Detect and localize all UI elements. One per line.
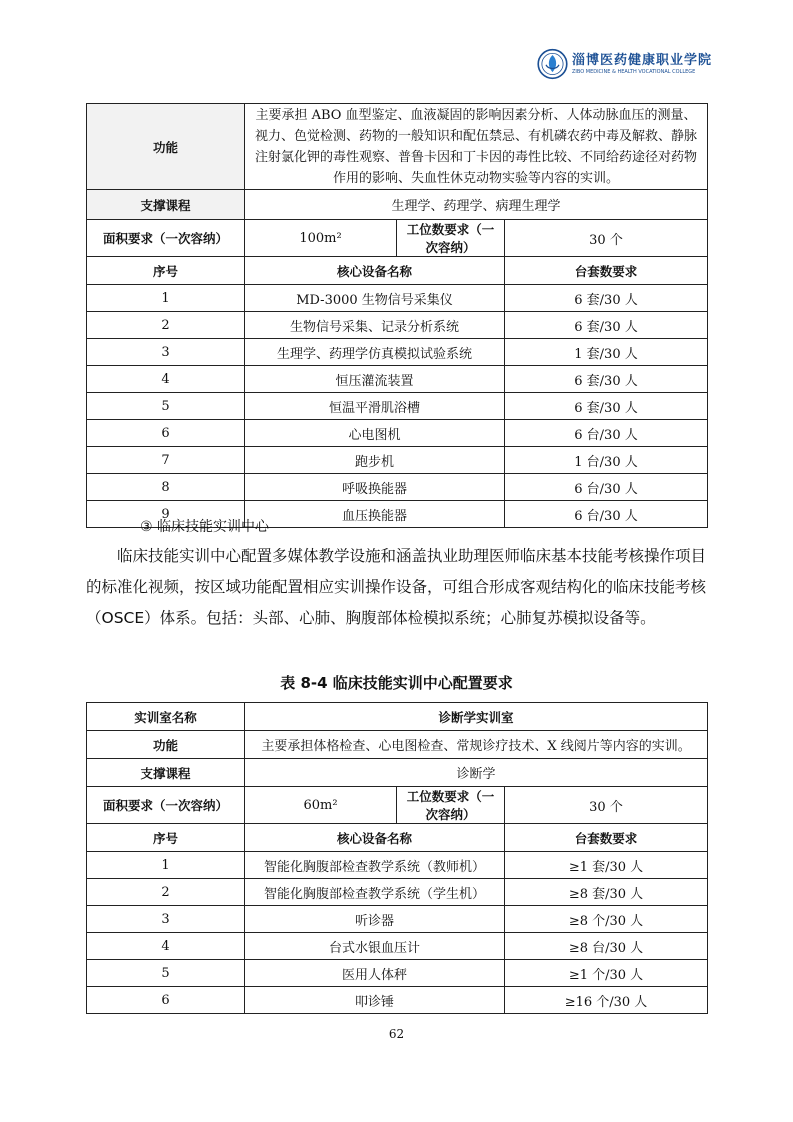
- row-seq: 2: [87, 312, 245, 339]
- table-row: [87, 447, 708, 474]
- row-count: 1 台/30 人: [505, 447, 708, 474]
- room-label: 实训室名称: [87, 703, 245, 731]
- row-seq: 7: [87, 447, 245, 474]
- row-seq: 4: [87, 366, 245, 393]
- section-paragraph: 临床技能实训中心配置多媒体教学设施和涵盖执业助理医师临床基本技能考核操作项目的标准化视频，按区域功能配置相应实训操作设备，可组合形成客观结构化的临床技能考核（OSCE）体系。包括：头部、心肺、胸腹部体检模拟系统；心肺复苏模拟设备等。: [86, 547, 707, 627]
- row-device: 血压换能器: [245, 501, 505, 528]
- row-count: 6 套/30 人: [505, 312, 708, 339]
- row-device: 呼吸换能器: [245, 474, 505, 501]
- course-label: 支撑课程: [87, 190, 245, 220]
- table-row: [87, 987, 708, 1014]
- area-value: 60m²: [245, 787, 397, 824]
- lab-config-table-1: [86, 103, 708, 528]
- row-count: 6 套/30 人: [505, 393, 708, 420]
- row-seq: 6: [87, 987, 245, 1014]
- row-seq: 1: [87, 285, 245, 312]
- school-logo: [537, 44, 712, 84]
- table-caption: 表 8-4 临床技能实训中心配置要求: [280, 674, 513, 692]
- course-value: 生理学、药理学、病理生理学: [245, 190, 708, 220]
- lab-config-table-2: [86, 702, 708, 1014]
- column-header-count: 台套数要求: [505, 824, 708, 852]
- school-name-cn: 淄博医药健康职业学院: [571, 52, 712, 68]
- row-count: ≥8 个/30 人: [505, 906, 708, 933]
- row-count: 6 套/30 人: [505, 285, 708, 312]
- station-value: 30 个: [505, 787, 708, 824]
- station-label: 工位数要求（一次容纳）: [397, 787, 505, 824]
- row-device: 恒压灌流装置: [245, 366, 505, 393]
- row-count: ≥8 套/30 人: [505, 879, 708, 906]
- row-seq: 5: [87, 393, 245, 420]
- table-row: [87, 906, 708, 933]
- area-label: 面积要求（一次容纳）: [87, 787, 245, 824]
- row-device: 台式水银血压计: [245, 933, 505, 960]
- row-seq: 8: [87, 474, 245, 501]
- school-emblem-icon: [537, 45, 568, 83]
- function-label: 功能: [87, 731, 245, 759]
- column-header-device: 核心设备名称: [245, 824, 505, 852]
- row-seq: 3: [87, 906, 245, 933]
- table-row: [87, 339, 708, 366]
- row-count: 6 台/30 人: [505, 501, 708, 528]
- table-row: [87, 366, 708, 393]
- column-header-count: 台套数要求: [505, 257, 708, 285]
- row-device: MD-3000 生物信号采集仪: [245, 285, 505, 312]
- row-seq: 9: [87, 501, 245, 528]
- row-seq: 6: [87, 420, 245, 447]
- row-seq: 1: [87, 852, 245, 879]
- row-device: 智能化胸腹部检查教学系统（学生机）: [245, 879, 505, 906]
- row-device: 跑步机: [245, 447, 505, 474]
- school-name-en: ZIBO MEDICINE & HEALTH VOCATIONAL COLLEGE: [571, 68, 696, 75]
- table-row: [87, 393, 708, 420]
- function-label: 功能: [87, 104, 245, 190]
- table-row: [87, 852, 708, 879]
- function-text: 主要承担 ABO 血型鉴定、血液凝固的影响因素分析、人体动脉血压的测量、视力、色觉检测、药物的一般知识和配伍禁忌、有机磷农药中毒及解救、静脉注射氯化钾的毒性观察、普鲁卡因和丁卡因的毒性比较、不同给药途径对药物作用的影响、失血性休克动物实验等内容的实训。: [245, 104, 708, 190]
- room-value: 诊断学实训室: [245, 703, 708, 731]
- table-row: [87, 960, 708, 987]
- page-number: 62: [388, 1027, 405, 1041]
- course-label: 支撑课程: [87, 759, 245, 787]
- row-device: 听诊器: [245, 906, 505, 933]
- row-count: 6 台/30 人: [505, 474, 708, 501]
- station-value: 30 个: [505, 220, 708, 257]
- row-count: 6 套/30 人: [505, 366, 708, 393]
- row-seq: 2: [87, 879, 245, 906]
- table-row: [87, 285, 708, 312]
- row-count: ≥8 台/30 人: [505, 933, 708, 960]
- row-seq: 4: [87, 933, 245, 960]
- row-seq: 5: [87, 960, 245, 987]
- row-device: 心电图机: [245, 420, 505, 447]
- row-count: 1 套/30 人: [505, 339, 708, 366]
- column-header-seq: 序号: [87, 824, 245, 852]
- row-count: ≥1 个/30 人: [505, 960, 708, 987]
- area-value: 100m²: [245, 220, 397, 257]
- area-label: 面积要求（一次容纳）: [87, 220, 245, 257]
- table-row: [87, 420, 708, 447]
- row-seq: 3: [87, 339, 245, 366]
- table-row: [87, 312, 708, 339]
- function-text: 主要承担体格检查、心电图检查、常规诊疗技术、X 线阅片等内容的实训。: [245, 731, 708, 759]
- station-label: 工位数要求（一次容纳）: [397, 220, 505, 257]
- row-device: 智能化胸腹部检查教学系统（教师机）: [245, 852, 505, 879]
- table-row: [87, 879, 708, 906]
- section-subheading: ③ 临床技能实训中心: [140, 519, 270, 535]
- row-count: ≥1 套/30 人: [505, 852, 708, 879]
- course-value: 诊断学: [245, 759, 708, 787]
- row-device: 叩诊锤: [245, 987, 505, 1014]
- column-header-device: 核心设备名称: [245, 257, 505, 285]
- table-row: [87, 474, 708, 501]
- row-device: 生物信号采集、记录分析系统: [245, 312, 505, 339]
- table-row: [87, 933, 708, 960]
- column-header-seq: 序号: [87, 257, 245, 285]
- row-device: 生理学、药理学仿真模拟试验系统: [245, 339, 505, 366]
- row-device: 恒温平滑肌浴槽: [245, 393, 505, 420]
- row-count: ≥16 个/30 人: [505, 987, 708, 1014]
- row-device: 医用人体秤: [245, 960, 505, 987]
- row-count: 6 台/30 人: [505, 420, 708, 447]
